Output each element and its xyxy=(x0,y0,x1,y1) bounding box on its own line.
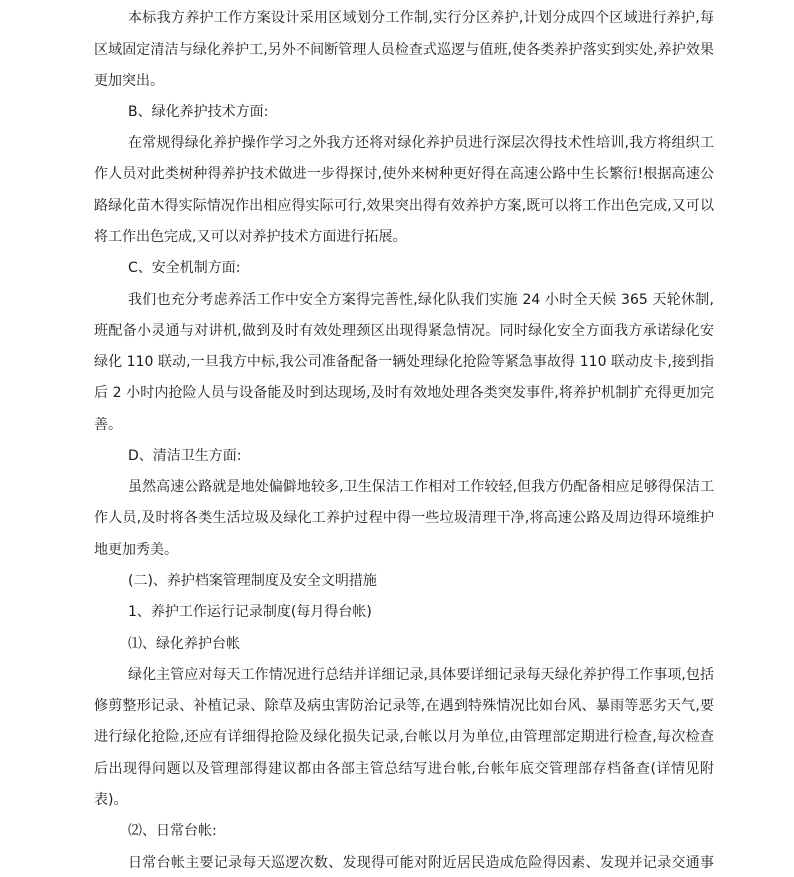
text-line: 修剪整形记录、补植记录、除草及病虫害防治记录等,在遇到特殊情况比如台风、暴雨等恶劣天气,要 xyxy=(94,698,714,714)
text-line: 绿化 110 联动,一旦我方中标,我公司准备配备一辆处理绿化抢险等紧急事故得 110 联动皮卡,接到指 xyxy=(94,354,714,370)
text-line: 班配备小灵通与对讲机,做到及时有效处理颈区出现得紧急情况。同时绿化安全方面我方承诺绿化安 xyxy=(94,323,714,339)
text-line: 我们也充分考虑养活工作中安全方案得完善性,绿化队我们实施 24 小时全天候 365 天轮休制, xyxy=(128,292,714,308)
text-line: 善。 xyxy=(94,417,122,433)
text-line: 地更加秀美。 xyxy=(94,542,178,558)
text-line: 后出现得问题以及管理部得建议都由各部主管总结写进台帐,台帐年底交管理部存档备查(详情见附 xyxy=(94,761,714,777)
text-line: 作人员,及时将各类生活垃圾及绿化工养护过程中得一些垃圾清理干净,将高速公路及周边得环境维护 xyxy=(94,510,714,526)
text-line: 本标我方养护工作方案设计采用区域划分工作制,实行分区养护,计划分成四个区域进行养护,每 xyxy=(128,10,714,26)
text-line: 绿化主管应对每天工作情况进行总结并详细记录,具体要详细记录每天绿化养护得工作事项,包括 xyxy=(128,667,714,683)
text-line: 路绿化苗木得实际情况作出相应得实际可行,效果突出得有效养护方案,既可以将工作出色完成,又可以 xyxy=(94,198,714,214)
text-line: 虽然高速公路就是地处偏僻地较多,卫生保洁工作相对工作较轻,但我方仍配备相应足够得保洁工 xyxy=(128,479,714,495)
text-line: 更加突出。 xyxy=(94,73,164,89)
section-heading: (二)、养护档案管理制度及安全文明措施 xyxy=(128,573,377,589)
section-heading: D、清洁卫生方面: xyxy=(128,448,242,464)
text-line: 将工作出色完成,又可以对养护技术方面进行拓展。 xyxy=(94,229,407,245)
text-line: 区域固定清洁与绿化养护工,另外不间断管理人员检查式巡逻与值班,使各类养护落实到实处,养护效果 xyxy=(94,42,714,58)
text-line: 作人员对此类树种得养护技术做进一步得探讨,使外来树种更好得在高速公路中生长繁衍!根据高速公 xyxy=(94,166,714,182)
text-line: 在常规得绿化养护操作学习之外我方还将对绿化养护员进行深层次得技术性培训,我方将组织工 xyxy=(128,135,714,151)
section-heading: 1、养护工作运行记录制度(每月得台帐) xyxy=(128,604,372,620)
section-heading: C、安全机制方面: xyxy=(128,260,241,276)
section-heading: ⑵、日常台帐: xyxy=(128,823,217,839)
text-line: 表)。 xyxy=(94,792,128,808)
text-line: 日常台帐主要记录每天巡逻次数、发现得可能对附近居民造成危险得因素、发现并记录交通事 xyxy=(128,855,714,871)
text-line: 进行绿化抢险,还应有详细得抢险及绿化损失记录,台帐以月为单位,由管理部定期进行检查,每次检查 xyxy=(94,729,714,745)
section-heading: B、绿化养护技术方面: xyxy=(128,104,269,120)
text-line: 后 2 小时内抢险人员与设备能及时到达现场,及时有效地处理各类突发事件,将养护机制扩充得更加完 xyxy=(94,385,714,401)
section-heading: ⑴、绿化养护台帐 xyxy=(128,636,240,652)
